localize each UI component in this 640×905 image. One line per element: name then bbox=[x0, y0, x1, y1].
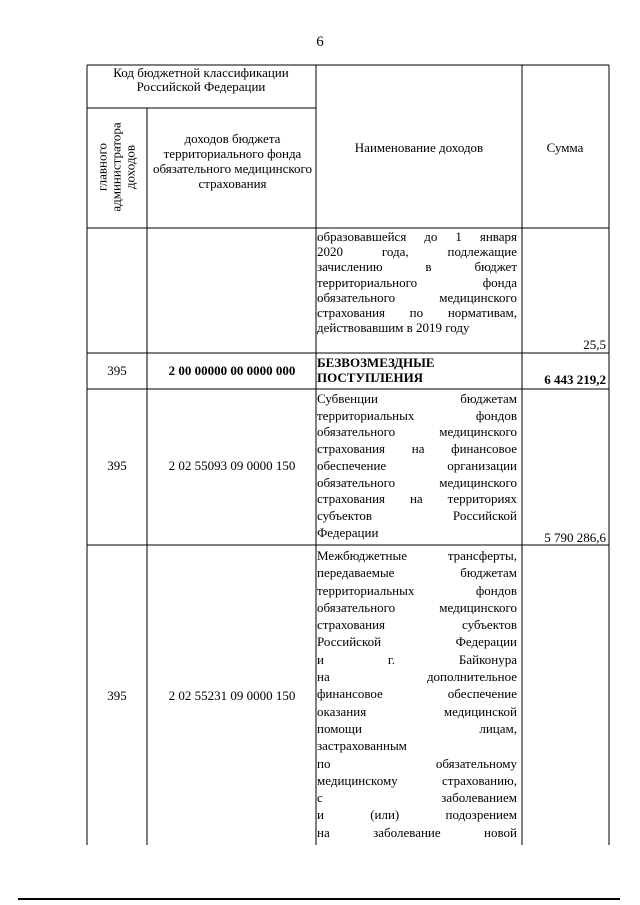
row-2-name-line: страхования на территориях bbox=[317, 491, 517, 507]
header-budget-code-group: Код бюджетной классификации Российской Федерации bbox=[113, 65, 289, 94]
row-1-name-line: ПОСТУПЛЕНИЯ bbox=[317, 370, 424, 385]
row-3-name-line: по обязательному bbox=[317, 755, 517, 771]
row-3-code: 2 02 55231 09 0000 150 bbox=[168, 688, 296, 703]
row-3-name-line: финансовое обеспечение bbox=[317, 686, 517, 702]
page-number: 6 bbox=[316, 34, 324, 50]
row-1-name bbox=[317, 355, 517, 385]
row-0-name bbox=[317, 229, 517, 335]
row-0-name-line: зачислению в бюджет bbox=[317, 259, 517, 275]
header-chief-administrator: главного администратора доходов bbox=[95, 122, 139, 212]
row-3-name-line: Межбюджетные трансферты, bbox=[317, 548, 517, 563]
row-2-code: 2 02 55093 09 0000 150 bbox=[168, 458, 296, 473]
row-2-name-line: страхования на финансовое bbox=[317, 441, 517, 457]
row-2-name-line: обязательного медицинского bbox=[317, 474, 517, 490]
page-bottom-rule bbox=[18, 898, 620, 900]
header-chief-administrator-cell bbox=[88, 108, 146, 226]
row-0-name-line: образовавшейся до 1 января bbox=[317, 229, 517, 244]
row-3-name-line: застрахованным bbox=[317, 738, 407, 754]
row-3-name-line: на дополнительное bbox=[317, 669, 517, 685]
row-0-name-line: территориального фонда bbox=[317, 274, 517, 290]
row-2-amount: 5 790 286,6 bbox=[544, 530, 606, 545]
row-3-name-line: обязательного медицинского bbox=[317, 599, 517, 615]
row-0-name-line: 2020 года, подлежащие bbox=[317, 244, 517, 260]
row-3-name-line: территориальных фондов bbox=[317, 582, 517, 598]
header-amount: Сумма bbox=[546, 140, 584, 155]
row-0-name-line: обязательного медицинского bbox=[317, 289, 517, 305]
row-1-admin: 395 bbox=[107, 363, 127, 378]
row-2-name-line: территориальных фондов bbox=[317, 407, 517, 423]
row-1-name-line: БЕЗВОЗМЕЗДНЫЕ bbox=[317, 355, 435, 370]
row-2-name-line: обеспечение организации bbox=[317, 457, 517, 473]
row-2-name bbox=[317, 391, 517, 541]
row-3-name-line: страхования субъектов bbox=[317, 617, 517, 633]
row-0-amount: 25,5 bbox=[583, 337, 606, 352]
row-1-code: 2 00 00000 00 0000 000 bbox=[168, 363, 296, 378]
row-3-name-line: передаваемые бюджетам bbox=[317, 565, 517, 581]
row-2-name-line: Федерации bbox=[317, 524, 379, 540]
row-0-name-line: действовавшим в 2019 году bbox=[317, 320, 470, 336]
row-3-name-line: на заболевание новой bbox=[317, 824, 517, 840]
row-3-name-line: и (или) подозрением bbox=[317, 807, 517, 823]
header-fund-revenues: доходов бюджета территориального фонда обязательного медицинского страхования bbox=[152, 131, 313, 191]
row-2-name-line: Субвенции бюджетам bbox=[317, 391, 517, 406]
row-3-admin: 395 bbox=[107, 688, 127, 703]
row-3-name-line: Российской Федерации bbox=[317, 634, 517, 650]
row-0-name-line: страхования по нормативам, bbox=[317, 305, 517, 321]
header-revenue-name: Наименование доходов bbox=[354, 140, 484, 155]
row-3-name-line: оказания медицинской bbox=[317, 703, 517, 719]
row-1-amount: 6 443 219,2 bbox=[544, 372, 606, 387]
row-3-name-line: помощи лицам, bbox=[317, 720, 517, 736]
row-3-name-line: и г. Байконура bbox=[317, 651, 517, 667]
row-2-name-line: субъектов Российской bbox=[317, 507, 517, 523]
row-3-name-line: медицинскому страхованию, bbox=[317, 772, 517, 788]
row-2-name-line: обязательного медицинского bbox=[317, 424, 517, 440]
row-2-admin: 395 bbox=[107, 458, 127, 473]
row-3-name-line: с заболеванием bbox=[317, 790, 517, 806]
row-3-name bbox=[317, 547, 517, 841]
